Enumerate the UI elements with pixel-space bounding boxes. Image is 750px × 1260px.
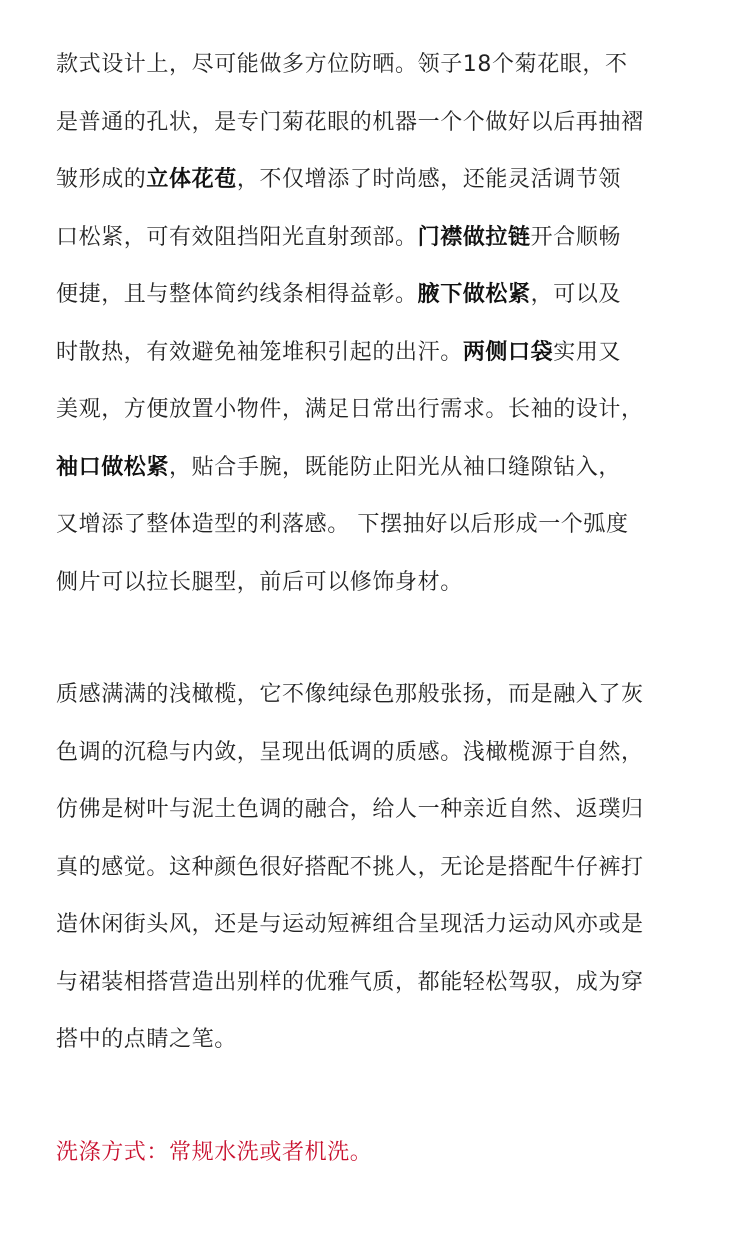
- text-line: 时散热，有效避免袖笼堆积引起的出汗。两侧口袋实用又: [56, 339, 622, 365]
- color-description-paragraph: [56, 666, 696, 1069]
- text-line: 美观，方便放置小物件，满足日常出行需求。长袖的设计，: [56, 397, 644, 422]
- text-line: 仿佛是树叶与泥土色调的融合，给人一种亲近自然、返璞归: [56, 797, 644, 822]
- care-note-text: 洗涤方式：常规水洗或者机洗。: [56, 1140, 373, 1165]
- highlight-zipper-placket: 门襟做拉链: [417, 224, 531, 250]
- design-details-paragraph: [56, 36, 696, 611]
- highlight-side-pockets: 两侧口袋: [462, 339, 554, 365]
- text-line: 袖口做松紧，贴合手腕，既能防止阳光从袖口缝隙钻入，: [56, 454, 622, 480]
- text-line: 搭中的点睛之笔。: [56, 1027, 237, 1052]
- text-line: 造休闲街头风，还是与运动短裤组合呈现活力运动风亦或是: [56, 912, 644, 937]
- text-line: 是普通的孔状，是专门菊花眼的机器一个个做好以后再抽褶: [56, 109, 644, 135]
- text-line: 与裙装相搭营造出别样的优雅气质，都能轻松驾驭，成为穿: [56, 969, 644, 995]
- text-line: 款式设计上，尽可能做多方位防晒。领子18个菊花眼，不: [56, 52, 628, 77]
- text-line: 侧片可以拉长腿型，前后可以修饰身材。: [56, 569, 463, 595]
- highlight-underarm-elastic: 腋下做松紧: [417, 282, 531, 307]
- text-line: 又增添了整体造型的利落感。 下摆抽好以后形成一个弧度: [56, 512, 629, 537]
- text-line: 真的感觉。这种颜色很好搭配不挑人，无论是搭配牛仔裤打: [56, 854, 644, 880]
- text-line: 皱形成的立体花苞，不仅增添了时尚感，还能灵活调节领: [56, 167, 622, 192]
- text-line: 色调的沉稳与内敛，呈现出低调的质感。浅橄榄源于自然，: [56, 739, 644, 765]
- washing-instructions: [56, 1124, 696, 1182]
- highlight-elastic-cuffs: 袖口做松紧: [56, 454, 170, 480]
- text-line: 便捷，且与整体简约线条相得益彰。腋下做松紧，可以及: [56, 282, 622, 307]
- text-line: 口松紧，可有效阻挡阳光直射颈部。门襟做拉链开合顺畅: [56, 224, 622, 250]
- highlight-3d-bud: 立体花苞: [146, 167, 237, 192]
- text-line: 质感满满的浅橄榄，它不像纯绿色那般张扬，而是融入了灰: [56, 682, 644, 707]
